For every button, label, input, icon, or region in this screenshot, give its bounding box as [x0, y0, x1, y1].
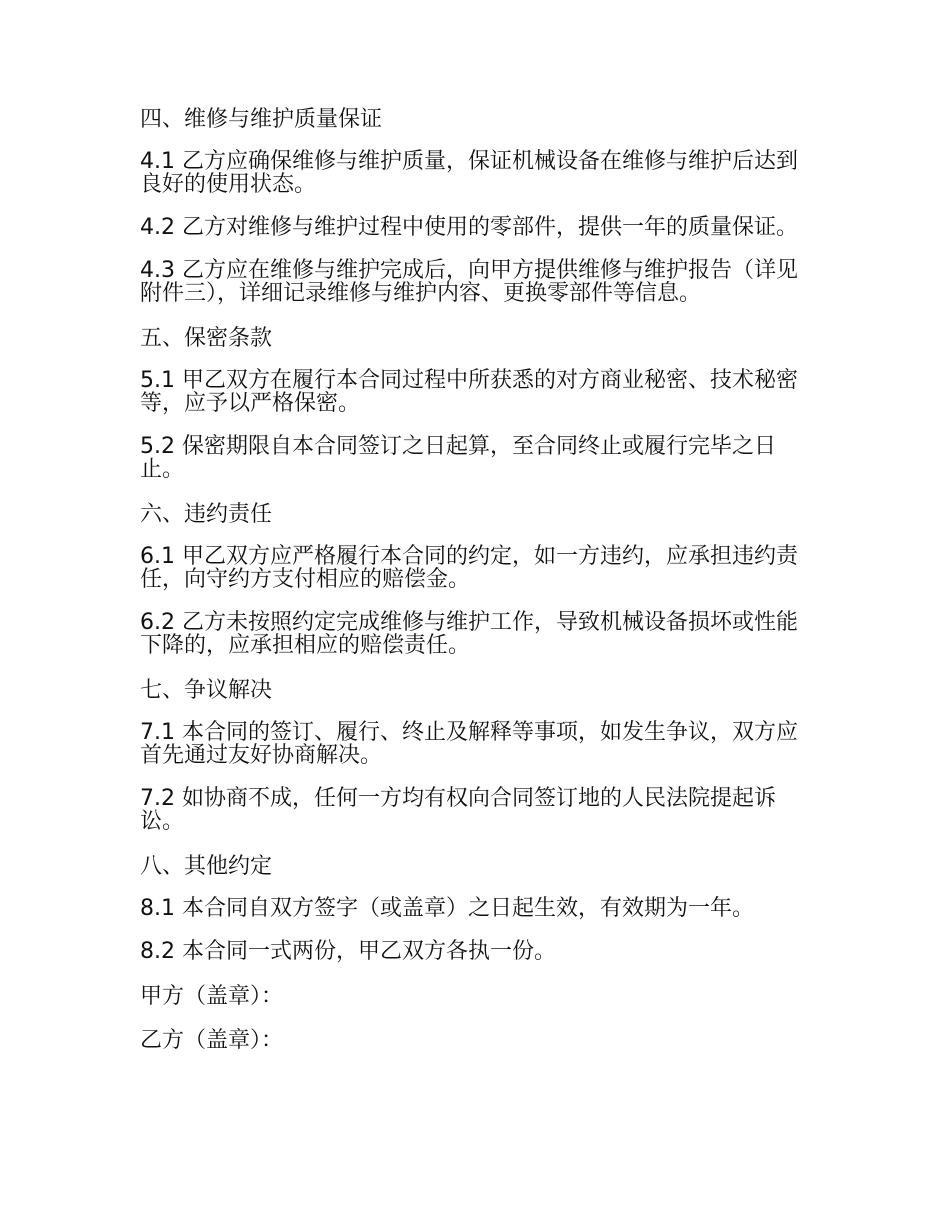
clause-4-2: 4.2 乙方对维修与维护过程中使用的零部件，提供一年的质量保证。: [140, 215, 798, 240]
clause-7-1: 7.1 本合同的签订、履行、终止及解释等事项，如发生争议，双方应首先通过友好协商解决。: [140, 720, 798, 768]
clause-4-3: 4.3 乙方应在维修与维护完成后，向甲方提供维修与维护报告（详见附件三），详细记录维修与维护内容、更换零部件等信息。: [140, 258, 798, 306]
section-heading-4: 四、维修与维护质量保证: [140, 107, 383, 132]
clause-5-1: 5.1 甲乙双方在履行本合同过程中所获悉的对方商业秘密、技术秘密等，应予以严格保密。: [140, 368, 798, 416]
document-body: [140, 106, 810, 1071]
signature-party-a: 甲方（盖章）：: [140, 984, 284, 1009]
section-heading-8: 八、其他约定: [140, 854, 273, 879]
section-heading-5: 五、保密条款: [140, 326, 273, 351]
section-heading-6: 六、违约责任: [140, 502, 273, 527]
signature-party-b: 乙方（盖章）：: [140, 1028, 284, 1053]
clause-4-1: 4.1 乙方应确保维修与维护质量，保证机械设备在维修与维护后达到良好的使用状态。: [140, 149, 798, 197]
clause-6-2: 6.2 乙方未按照约定完成维修与维护工作，导致机械设备损坏或性能下降的，应承担相应的赔偿责任。: [140, 610, 798, 658]
clause-5-2: 5.2 保密期限自本合同签订之日起算，至合同终止或履行完毕之日止。: [140, 434, 776, 482]
clause-8-1: 8.1 本合同自双方签字（或盖章）之日起生效，有效期为一年。: [140, 896, 754, 921]
section-heading-7: 七、争议解决: [140, 678, 273, 703]
clause-8-2: 8.2 本合同一式两份，甲乙双方各执一份。: [140, 939, 556, 964]
clause-7-2: 7.2 如协商不成，任何一方均有权向合同签订地的人民法院提起诉讼。: [140, 786, 776, 834]
clause-6-1: 6.1 甲乙双方应严格履行本合同的约定，如一方违约，应承担违约责任，向守约方支付相应的赔偿金。: [140, 544, 798, 592]
